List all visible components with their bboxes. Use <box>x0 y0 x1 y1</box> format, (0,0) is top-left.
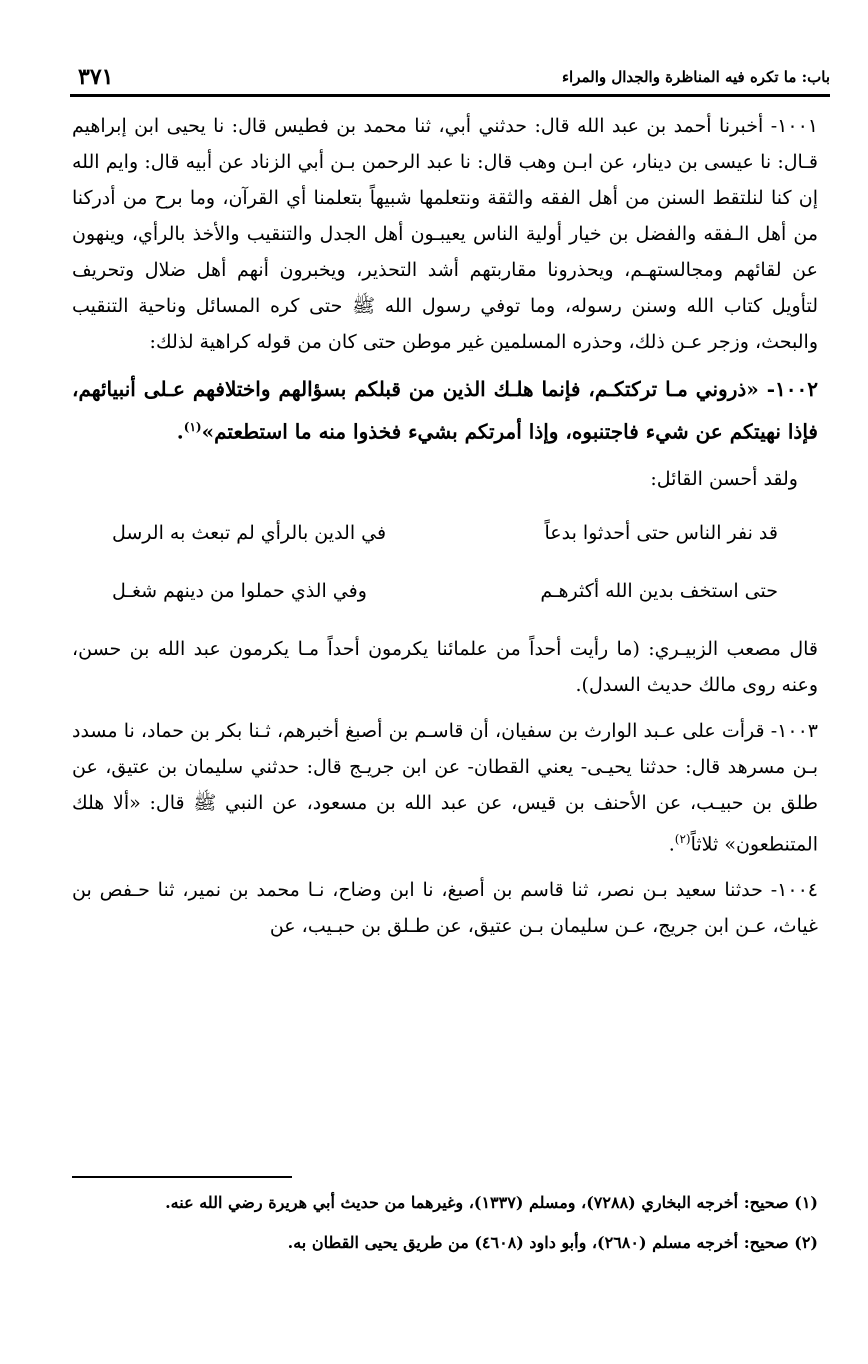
footnote-2-label: (٢) صحيح: <box>743 1233 818 1252</box>
poem-verse-2 <box>112 573 778 609</box>
hadith-1002-end: . <box>176 419 184 444</box>
footnote-mark-1[interactable]: (١) <box>183 420 202 434</box>
footnote-2 <box>72 1228 818 1258</box>
footnote-1-label: (١) صحيح: <box>743 1193 818 1212</box>
verse-1-second-hemistich: في الدين بالرأي لم تبعث به الرسل <box>112 521 387 544</box>
paragraph-1001: ١٠٠١- أخبرنا أحمد بن عبد الله قال: حدثني أبي، ثنا محمد بن فطيس قال: نا يحيى ابن إبراهيم قـال: نا عيسى بن دينار، عن ابـن وهب قال: نا عبد الرحمن بـن أبي الزناد عن أبيه قال: وايم الله إن كنا لنلتقط السنن من أهل الفقه والثقة ونتعلمها شبيهاً بتعلمنا أي القرآن، وما برح من أدركنا من أهل الـفقه والفضل بن خيار أولية الناس يعيبـون أهل الجدل والتنقيب والأخذ بالرأي، وينهون عن لقائهم ومجالستهـم، ويحذرونا مقاربتهم أشد التحذير، ويخبرون أنهم أهل ضلال وتحريف لتأويل كتاب الله وسنن رسوله، وما توفي رسول الله ﷺ حتى كره المسائل وناحية التنقيب والبحث، وزجر عـن ذلك، وحذره المسلمين غير موطن حتى كان من قوله كراهية لذلك: <box>72 115 818 353</box>
hadith-1003-text: ١٠٠٣- قرأت على عـبد الوارث بن سفيان، أن قاسـم بن أصبغ أخبرهم، ثـنا بكر بن حماد، نا مسدد بـن مسرهد قال: حدثنا يحيـى- يعني القطان- عن ابن جريـج قال: حدثني سليمان بن عتيق، عن طلق بن حبيـب، عن الأحنف بن قيس، عن عبد الله بن مسعود، عن النبي ﷺ قال: «ألا هلك المتنطعون» ثلاثاً <box>72 719 818 855</box>
paragraph-musab: قال مصعب الزبيـري: (ما رأيت أحداً من علمائنا يكرمون أحداً مـا يكرمون عبد الله بن حسن، وعنه روى مالك حديث السدل). <box>72 637 818 696</box>
main-text <box>72 108 818 954</box>
verse-2-second-hemistich: وفي الذي حملوا من دينهم شغـل <box>112 579 367 602</box>
poem-intro: ولقد أحسن القائل: <box>650 467 798 490</box>
footnotes <box>72 1178 818 1258</box>
hadith-1004: ١٠٠٤- حدثنا سعيد بـن نصر، ثنا قاسم بن أصبغ، نا ابن وضاح، نـا محمد بن نمير، ثنا حـفص بن غياث، عـن ابن جريج، عـن سليمان بـن عتيق، عن طـلق بن حبـيب، عن <box>72 878 818 937</box>
page-header <box>70 60 830 97</box>
hadith-1002-text: ١٠٠٢- «ذروني مـا تركتكـم، فإنما هلـك الذين من قبلكم بسؤالهم واختلافهم عـلى أنبيائهم، فإذا نهيتكم عن شيء فاجتنبوه، وإذا أمرتكم بشيء فخذوا منه ما استطعتم» <box>72 377 818 444</box>
running-title: باب: ما تكره فيه المناظرة والجدال والمراء <box>561 68 830 86</box>
verse-2-first-hemistich: حتى استخف بدين الله أكثرهـم <box>540 579 778 602</box>
footnote-1-text: أخرجه البخاري (٧٢٨٨)، ومسلم (١٣٣٧)، وغيرهما من حديث أبي هريرة رضي الله عنه. <box>165 1193 739 1212</box>
footnote-mark-2[interactable]: (٢) <box>674 831 691 846</box>
poem-verse-1 <box>112 515 778 551</box>
footnote-1 <box>72 1188 818 1218</box>
hadith-1003-end: . <box>668 832 675 855</box>
hadith-1002 <box>72 370 818 451</box>
hadith-1003 <box>72 713 818 862</box>
page-number: ٣٧١ <box>78 64 114 90</box>
verse-1-first-hemistich: قد نفر الناس حتى أحدثوا بدعاً <box>544 521 778 544</box>
footnote-2-text: أخرجه مسلم (٢٦٨٠)، وأبو داود (٤٦٠٨) من طريق يحيى القطان به. <box>287 1233 739 1252</box>
